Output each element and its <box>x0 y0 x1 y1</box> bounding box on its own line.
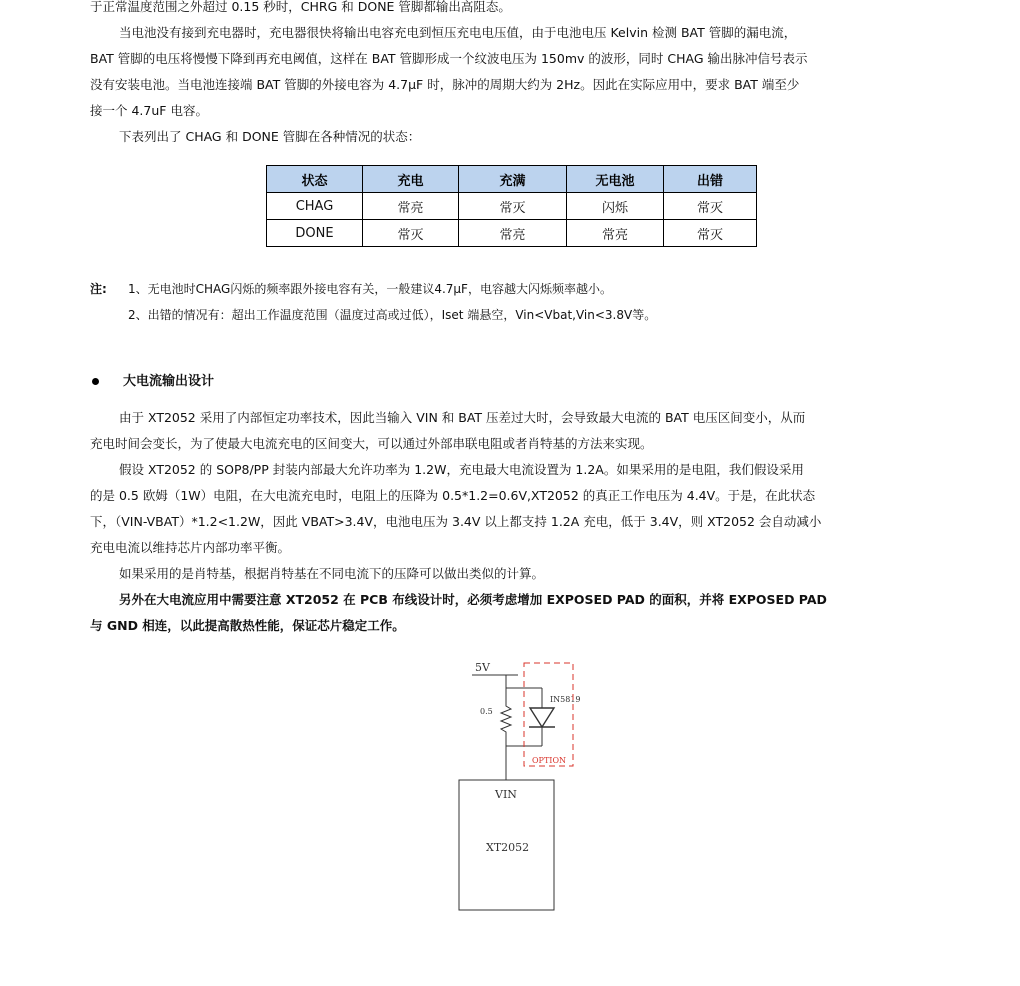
table-row <box>267 193 757 220</box>
text-line: 于正常温度范围之外超过 0.15 秒时，CHRG 和 DONE 管脚都输出高阻态。 <box>90 0 511 14</box>
bullet-icon <box>92 378 99 385</box>
section-heading <box>92 370 214 389</box>
status-table <box>266 165 757 247</box>
chip-label: XT2052 <box>486 841 530 854</box>
table-header-cell: 出错 <box>664 166 757 193</box>
text-line: 与 GND 相连，以此提高散热性能，保证芯片稳定工作。 <box>90 618 405 633</box>
note-line <box>90 279 612 299</box>
table-cell: 常亮 <box>459 220 567 247</box>
text-line: 的是 0.5 欧姆（1W）电阻，在大电流充电时，电阻上的压降为 0.5*1.2=0.6V,XT2052 的真正工作电压为 4.4V。于是，在此状态 <box>90 488 816 503</box>
table-cell: 常灭 <box>664 193 757 220</box>
text-line: 没有安装电池。当电池连接端 BAT 管脚的外接电容为 4.7μF 时，脉冲的周期大约为 2Hz。因此在实际应用中，要求 BAT 端至少 <box>90 77 800 92</box>
table-row <box>267 220 757 247</box>
text-line: 当电池没有接到充电器时，充电器很快将输出电容充电到恒压充电电压值，由于电池电压 Kelvin 检测 BAT 管脚的漏电流， <box>119 25 797 40</box>
section-title: 大电流输出设计 <box>123 374 215 389</box>
bold-paragraph <box>90 587 940 639</box>
text-line: 充电电流以维持芯片内部功率平衡。 <box>90 540 291 555</box>
note-line <box>128 305 656 325</box>
table-header-cell: 状态 <box>267 166 363 193</box>
text-line: 由于 XT2052 采用了内部恒定功率技术，因此当输入 VIN 和 BAT 压差过大时，会导致最大电流的 BAT 电压区间变小，从而 <box>119 410 806 425</box>
text-line: 接一个 4.7uF 电容。 <box>90 103 208 118</box>
diode-label: IN5819 <box>550 695 581 704</box>
table-header-cell: 充满 <box>459 166 567 193</box>
pin-label: VIN <box>495 788 517 801</box>
paragraph <box>90 561 940 587</box>
text-line: 下表列出了 CHAG 和 DONE 管脚在各种情况的状态： <box>119 129 421 144</box>
supply-label: 5V <box>475 661 490 674</box>
diode-icon <box>530 708 554 727</box>
table-cell: 常亮 <box>567 220 664 247</box>
text-line: 假设 XT2052 的 SOP8/PP 封装内部最大允许功率为 1.2W，充电最大电流设置为 1.2A。如果采用的是电阻，我们假设采用 <box>119 462 804 477</box>
table-header-cell: 无电池 <box>567 166 664 193</box>
paragraph <box>90 457 940 561</box>
table-header-row <box>267 166 757 193</box>
text-line: 另外在大电流应用中需要注意 XT2052 在 PCB 布线设计时，必须考虑增加 EXPOSED PAD 的面积，并将 EXPOSED PAD <box>119 592 827 607</box>
text-line: 充电时间会变长，为了使最大电流充电的区间变大，可以通过外部串联电阻或者肖特基的方法来实现。 <box>90 436 653 451</box>
intro-paragraph <box>90 0 940 150</box>
resistor-label: 0.5 <box>480 707 493 716</box>
note-text: 1、无电池时CHAG闪烁的频率跟外接电容有关，一般建议4.7μF，电容越大闪烁频率越小。 <box>128 282 612 296</box>
table-header-cell: 充电 <box>363 166 459 193</box>
table-cell: 常亮 <box>363 193 459 220</box>
table-cell: 闪烁 <box>567 193 664 220</box>
text-line: BAT 管脚的电压将慢慢下降到再充电阈值，这样在 BAT 管脚形成一个纹波电压为 150mv 的波形，同时 CHAG 输出脉冲信号表示 <box>90 51 808 66</box>
note-label: 注: <box>90 282 107 296</box>
circuit-diagram <box>440 650 600 920</box>
option-box <box>524 663 573 766</box>
text-line: 如果采用的是肖特基，根据肖特基在不同电流下的压降可以做出类似的计算。 <box>119 566 545 581</box>
paragraph <box>90 405 940 457</box>
table-cell: 常灭 <box>459 193 567 220</box>
text-line: 下，（VIN-VBAT）*1.2<1.2W，因此 VBAT>3.4V，电池电压为 3.4V 以上都支持 1.2A 充电，低于 3.4V，则 XT2052 会自动减小 <box>90 514 822 529</box>
table-cell: DONE <box>267 220 363 247</box>
option-label: OPTION <box>532 756 566 765</box>
table-cell: 常灭 <box>363 220 459 247</box>
table-cell: 常灭 <box>664 220 757 247</box>
resistor-symbol <box>501 702 511 736</box>
table-cell: CHAG <box>267 193 363 220</box>
note-text: 2、出错的情况有：超出工作温度范围（温度过高或过低），Iset 端悬空，Vin<Vbat,Vin<3.8V等。 <box>128 308 657 322</box>
